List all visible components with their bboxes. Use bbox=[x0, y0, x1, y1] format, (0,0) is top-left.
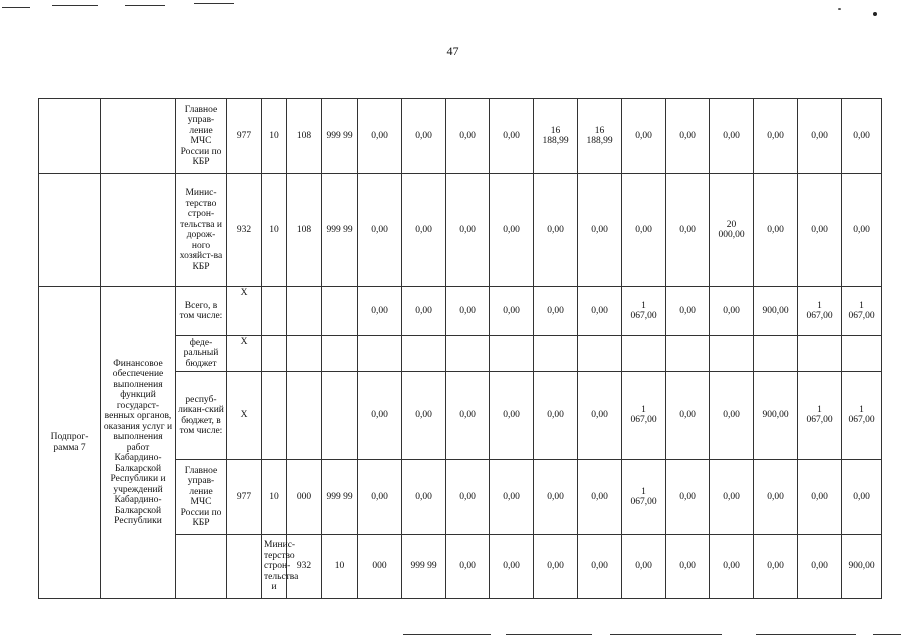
value-text: 1 067,00 bbox=[806, 405, 833, 426]
value-text: 1 067,00 bbox=[630, 405, 657, 426]
value-cell: 0,00 bbox=[402, 99, 446, 174]
value-cell: 0,00 bbox=[754, 460, 798, 535]
value-cell: 0,00 bbox=[358, 460, 402, 535]
value-cell bbox=[402, 336, 446, 372]
value-cell: 0,00 bbox=[710, 99, 754, 174]
table-row bbox=[39, 174, 882, 287]
value-cell: 0,00 bbox=[666, 287, 710, 336]
grbs-cell: Х bbox=[227, 287, 262, 336]
value-cell: 0,00 bbox=[754, 535, 798, 599]
value-cell: 0,00 bbox=[534, 174, 578, 287]
page-number: 47 bbox=[446, 44, 459, 58]
value-cell: 0,00 bbox=[666, 174, 710, 287]
value-cell: 0,00 bbox=[402, 174, 446, 287]
empty-cell bbox=[227, 535, 262, 599]
value-cell: 0,00 bbox=[798, 460, 842, 535]
empty-cell bbox=[39, 174, 101, 287]
value-cell bbox=[798, 287, 842, 336]
value-cell: 0,00 bbox=[798, 535, 842, 599]
budget-table bbox=[38, 98, 882, 599]
scan-mark bbox=[756, 634, 856, 635]
value-cell: 0,00 bbox=[710, 535, 754, 599]
executor-cell: Всего, в том числе: bbox=[176, 287, 227, 336]
value-text: 1 067,00 bbox=[630, 300, 657, 321]
value-cell: 0,00 bbox=[534, 460, 578, 535]
value-cell: 0,00 bbox=[446, 535, 490, 599]
value-cell: 0,00 bbox=[490, 99, 534, 174]
value-cell: 0,00 bbox=[666, 535, 710, 599]
csr-cell bbox=[322, 287, 358, 336]
value-text: 1 067,00 bbox=[630, 486, 657, 507]
executor-cell: феде-ральный бюджет bbox=[176, 336, 227, 372]
value-cell: 0,00 bbox=[798, 174, 842, 287]
subprogram-label: Подпрог-рамма 7 bbox=[39, 287, 101, 599]
csr-cell bbox=[322, 336, 358, 372]
value-cell bbox=[534, 336, 578, 372]
value-cell: 0,00 bbox=[490, 174, 534, 287]
value-cell bbox=[534, 99, 578, 174]
value-cell bbox=[622, 287, 666, 336]
executor-cell: Минис-терство строн-тельства и bbox=[262, 535, 287, 599]
value-cell bbox=[622, 372, 666, 460]
pr-cell: 108 bbox=[287, 99, 322, 174]
scan-dot bbox=[838, 8, 841, 10]
value-cell bbox=[842, 336, 882, 372]
rz-cell: 10 bbox=[262, 174, 287, 287]
value-cell: 0,00 bbox=[622, 99, 666, 174]
value-cell: 0,00 bbox=[446, 372, 490, 460]
value-cell: 0,00 bbox=[402, 460, 446, 535]
rz-cell: 10 bbox=[322, 535, 358, 599]
value-cell: 0,00 bbox=[358, 174, 402, 287]
value-cell: 0,00 bbox=[842, 99, 882, 174]
csr-cell bbox=[322, 372, 358, 460]
value-cell bbox=[710, 174, 754, 287]
value-cell: 0,00 bbox=[622, 535, 666, 599]
value-cell: 0,00 bbox=[754, 174, 798, 287]
value-cell: 0,00 bbox=[446, 99, 490, 174]
value-cell: 0,00 bbox=[534, 535, 578, 599]
rz-cell: 10 bbox=[262, 460, 287, 535]
value-cell: 0,00 bbox=[622, 174, 666, 287]
pr-cell bbox=[287, 372, 322, 460]
value-cell bbox=[842, 372, 882, 460]
value-cell: 0,00 bbox=[490, 535, 534, 599]
executor-cell: Минис-терство строн-тельства и дорож-ного хозяйст-ва КБР bbox=[176, 174, 227, 287]
value-cell: 0,00 bbox=[578, 460, 622, 535]
value-text: 20 000,00 bbox=[718, 219, 745, 240]
value-cell: 0,00 bbox=[490, 372, 534, 460]
value-cell: 0,00 bbox=[446, 287, 490, 336]
table-row bbox=[39, 287, 882, 336]
value-cell: 0,00 bbox=[710, 372, 754, 460]
empty-cell bbox=[39, 99, 101, 174]
grbs-cell: Х bbox=[227, 336, 262, 372]
empty-cell bbox=[101, 99, 176, 174]
value-cell: 0,00 bbox=[578, 372, 622, 460]
value-cell bbox=[578, 99, 622, 174]
pr-cell: 000 bbox=[287, 460, 322, 535]
empty-cell bbox=[176, 535, 227, 599]
value-cell: 900,00 bbox=[754, 372, 798, 460]
csr-cell: 999 99 bbox=[402, 535, 446, 599]
value-cell bbox=[358, 336, 402, 372]
pr-cell: 108 bbox=[287, 174, 322, 287]
rz-cell bbox=[262, 372, 287, 460]
value-text: 1 067,00 bbox=[848, 405, 875, 426]
value-cell: 0,00 bbox=[666, 460, 710, 535]
value-cell bbox=[622, 460, 666, 535]
rz-cell bbox=[262, 336, 287, 372]
value-cell: 0,00 bbox=[578, 287, 622, 336]
scan-dot bbox=[873, 12, 877, 16]
grbs-cell: 977 bbox=[227, 460, 262, 535]
value-cell: 0,00 bbox=[534, 372, 578, 460]
grbs-cell: 932 bbox=[227, 174, 262, 287]
value-cell: 900,00 bbox=[842, 535, 882, 599]
value-text: 16 188,99 bbox=[542, 125, 569, 146]
value-cell: 0,00 bbox=[446, 174, 490, 287]
value-cell: 0,00 bbox=[490, 287, 534, 336]
scan-mark bbox=[194, 3, 234, 4]
scan-mark bbox=[52, 5, 98, 6]
value-cell: 0,00 bbox=[358, 372, 402, 460]
value-cell: 0,00 bbox=[578, 174, 622, 287]
value-cell bbox=[754, 336, 798, 372]
value-cell bbox=[490, 336, 534, 372]
value-cell: 0,00 bbox=[798, 99, 842, 174]
scan-mark bbox=[2, 7, 30, 8]
executor-cell: респуб-ликан-ский бюджет, в том числе: bbox=[176, 372, 227, 460]
csr-cell: 999 99 bbox=[322, 460, 358, 535]
pr-cell: 000 bbox=[358, 535, 402, 599]
value-cell: 0,00 bbox=[666, 99, 710, 174]
grbs-cell: Х bbox=[227, 372, 262, 460]
value-text: 16 188,99 bbox=[586, 125, 613, 146]
value-cell: 0,00 bbox=[754, 99, 798, 174]
value-cell bbox=[842, 287, 882, 336]
value-cell: 0,00 bbox=[842, 460, 882, 535]
csr-cell: 999 99 bbox=[322, 99, 358, 174]
subprogram-description: Финансовое обеспечение выполнения функций государст-венных органов, оказания услуг и выполнения работ Кабардино-Балкарской Республики и учреждений Кабардино-Балкарской Республики bbox=[101, 287, 176, 599]
value-cell: 0,00 bbox=[402, 372, 446, 460]
value-cell: 0,00 bbox=[578, 535, 622, 599]
executor-cell: Главное управ-ление МЧС России по КБР bbox=[176, 460, 227, 535]
value-cell: 0,00 bbox=[842, 174, 882, 287]
value-cell: 0,00 bbox=[358, 287, 402, 336]
csr-cell: 999 99 bbox=[322, 174, 358, 287]
value-cell bbox=[578, 336, 622, 372]
value-text: 1 067,00 bbox=[848, 300, 875, 321]
value-cell: 900,00 bbox=[754, 287, 798, 336]
value-cell bbox=[666, 336, 710, 372]
scan-mark bbox=[506, 634, 592, 635]
value-cell bbox=[798, 372, 842, 460]
value-cell bbox=[622, 336, 666, 372]
pr-cell bbox=[287, 336, 322, 372]
empty-cell bbox=[101, 174, 176, 287]
value-cell bbox=[446, 336, 490, 372]
value-cell: 0,00 bbox=[710, 460, 754, 535]
pr-cell bbox=[287, 287, 322, 336]
value-cell bbox=[710, 336, 754, 372]
scan-mark bbox=[873, 634, 901, 635]
value-cell: 0,00 bbox=[402, 287, 446, 336]
executor-cell: Главное управ-ление МЧС России по КБР bbox=[176, 99, 227, 174]
scan-mark bbox=[610, 634, 722, 635]
value-cell: 0,00 bbox=[666, 372, 710, 460]
value-cell bbox=[798, 336, 842, 372]
value-cell: 0,00 bbox=[490, 460, 534, 535]
value-cell: 0,00 bbox=[446, 460, 490, 535]
value-cell: 0,00 bbox=[534, 287, 578, 336]
table-row bbox=[39, 99, 882, 174]
value-cell: 0,00 bbox=[358, 99, 402, 174]
rz-cell bbox=[262, 287, 287, 336]
grbs-cell: 932 bbox=[287, 535, 322, 599]
scan-mark bbox=[125, 5, 165, 6]
rz-cell: 10 bbox=[262, 99, 287, 174]
value-cell: 0,00 bbox=[710, 287, 754, 336]
scan-mark bbox=[403, 634, 491, 635]
grbs-cell: 977 bbox=[227, 99, 262, 174]
value-text: 1 067,00 bbox=[806, 300, 833, 321]
